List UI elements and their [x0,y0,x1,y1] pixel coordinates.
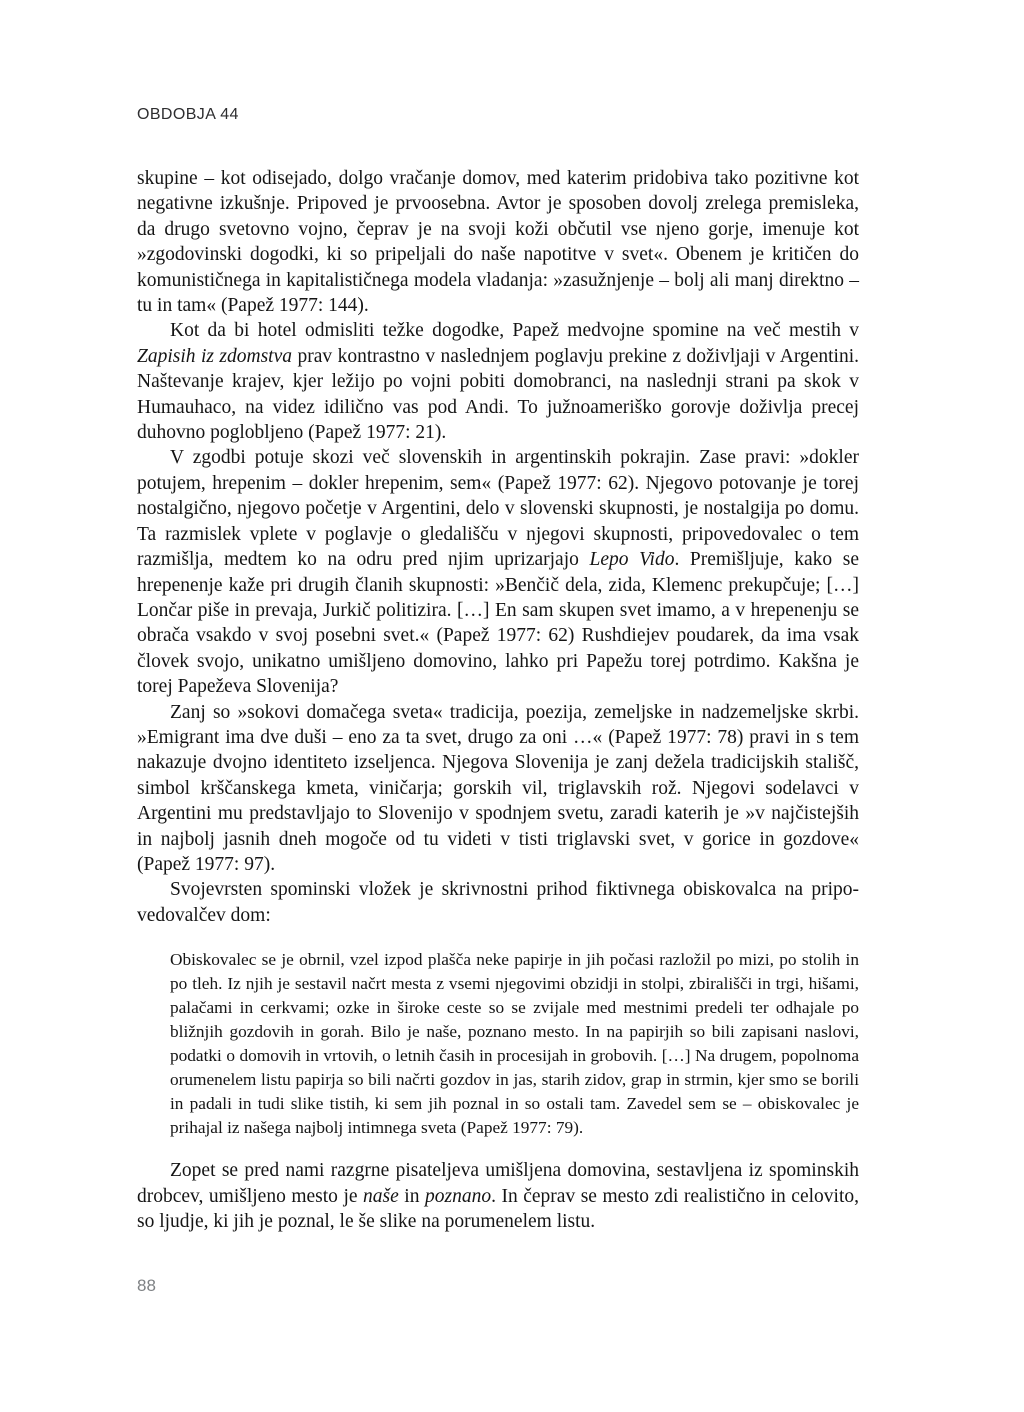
paragraph-text: Kot da bi hotel odmisliti težke dogodke, Papež medvojne spomine na več mestih v [170,320,859,342]
running-head: OBDOBJA 44 [137,106,239,123]
closing-paragraph [137,1158,859,1234]
paragraph-text: . Premišljuje, kako se hrepenenje kaže pri drugih članih skupnosti: »Benčič dela, zida, Klemenc prekupčuje; […] Lončar piše in prevaja, Jurkič politizira. […] En sam skupen svet imamo, a v hrepenenju se obrača vsakdo v svoj posebni svet.« (Papež 1977: 62) Rushdiejev poudarek, da ima vsak človek svojo, unikatno umišljeno domovino, lahko pri Papežu torej potrdimo. Kakšna je torej Papeževa Slovenija? [137,549,859,698]
block-quote [170,948,859,1140]
article-body [137,166,859,1234]
paragraph-text: . In čeprav se mesto zdi realistično in celovito, so ljudje, ki jih je poznal, le še slike na porumenelem listu. [137,1185,859,1232]
paragraph-text: V zgodbi potuje skozi več slovenskih in argentinskih pokrajin. Zase pravi: »dokler potujem, hrepenim – dokler hrepenim, sem« (Papež 1977: 62). Njegovo potovanje je torej nostalgično, njegovo početje v Argentini, delo v slovenski skupnosti, je nostalgija po domu. Ta razmislek vplete v poglavje o gledališču v njegovi skupnosti, pripovedovalec o tem razmišlja, medtem ko na odru pred njim uprizarjajo [137,447,859,571]
paragraph-continuation [137,166,859,318]
work-title-italic: Lepo Vido [589,549,675,571]
paragraph-text: skupine – kot odisejado, dolgo vračanje domov, med katerim pridobiva tako pozitivne kot negativne izkušnje. Pripoved je prvoosebna. Avtor je sposoben dovolj zrelega premisleka, da drugo svetovno vojno, čeprav je na svoji koži občutil vse njeno gorje, imenuje kot »zgodovinski dogodki, ki so pripeljali do naše napotitve v svet«. Obenem je kritičen do komunističnega in kapitalističnega modela vladanja: »zasužnjenje – bolj ali manj direktno – tu in tam« (Papež 1977: 144). [137,168,859,317]
paragraph-text: in [398,1185,425,1207]
paragraph [137,445,859,699]
paragraph [137,318,859,445]
paragraph-text: Svojevrsten spominski vložek je skrivnostni prihod fiktivnega obiskovalca na pripovedovalčev dom: [137,879,859,926]
book-title-italic: Zapisih iz zdomstva [137,345,293,367]
paragraph [137,700,859,878]
emphasis-italic: naše [363,1185,399,1207]
block-quote-text: Obiskovalec se je obrnil, vzel izpod plašča neke papirje in jih počasi razložil po mizi, po stolih in po tleh. Iz njih je sestavil načrt mesta z vsemi njegovimi obzidji in stolpi, zbirališči in trgi, hišami, palačami in cerkvami; ozke in široke ceste so se zvijale med mestnimi predeli ter odhajale po bližnjih gozdovih in gorah. Bilo je naše, poznano mesto. In na papirjih so bili zapisani naslovi, podatki o domovih in vrtovih, o letnih časih in procesijah in grobovih. […] Na drugem, popolnoma orumenelem listu papirja so bili načrti gozdov in jas, starih zidov, grap in strmin, kjer smo se borili in padali in tudi slike tistih, ki sem jih poznal in so ostali tam. Zavedel sem se – obiskovalec je prihajal iz našega najbolj intimnega sveta (Papež 1977: 79). [170,950,859,1138]
paragraph [137,877,859,928]
paragraph-text: Zanj so »sokovi domačega sveta« tradicija, poezija, zemeljske in nadzemeljske skrbi. »Emigrant ima dve duši – eno za ta svet, drugo za oni …« (Papež 1977: 78) pravi in s tem nakazuje dvojno identiteto izseljenca. Njegova Slovenija je zanj dežela tradicijskih stališč, simbol krščanskega kmeta, viničarja; gorskih vil, triglavskih rož. Njegovi sodelavci v Argentini mu predstavljajo to Slovenijo v spodnjem svetu, zaradi katerih je »v najčistejših in najbolj jasnih dneh mogoče od tu videti v tisti triglavski svet, v gorice in gozdove« (Papež 1977: 97). [137,701,859,875]
emphasis-italic: poznano [425,1185,492,1207]
paragraph-text: prav kontrastno v naslednjem poglavju prekine z doživljaji v Argentini. Naštevanje krajev, kjer ležijo po vojni pobiti domobranci, na naslednji strani pa skok v Humauhaco, na videz idilično vas pod Andi. To južnoameriško gorovje doživlja precej duhovno poglobljeno (Papež 1977: 21). [137,345,859,444]
page-number: 88 [137,1276,156,1295]
paragraph-text: Zopet se pred nami razgrne pisateljeva umišljena domovina, sestavljena iz spominskih drobcev, umišljeno mesto je [137,1160,859,1207]
